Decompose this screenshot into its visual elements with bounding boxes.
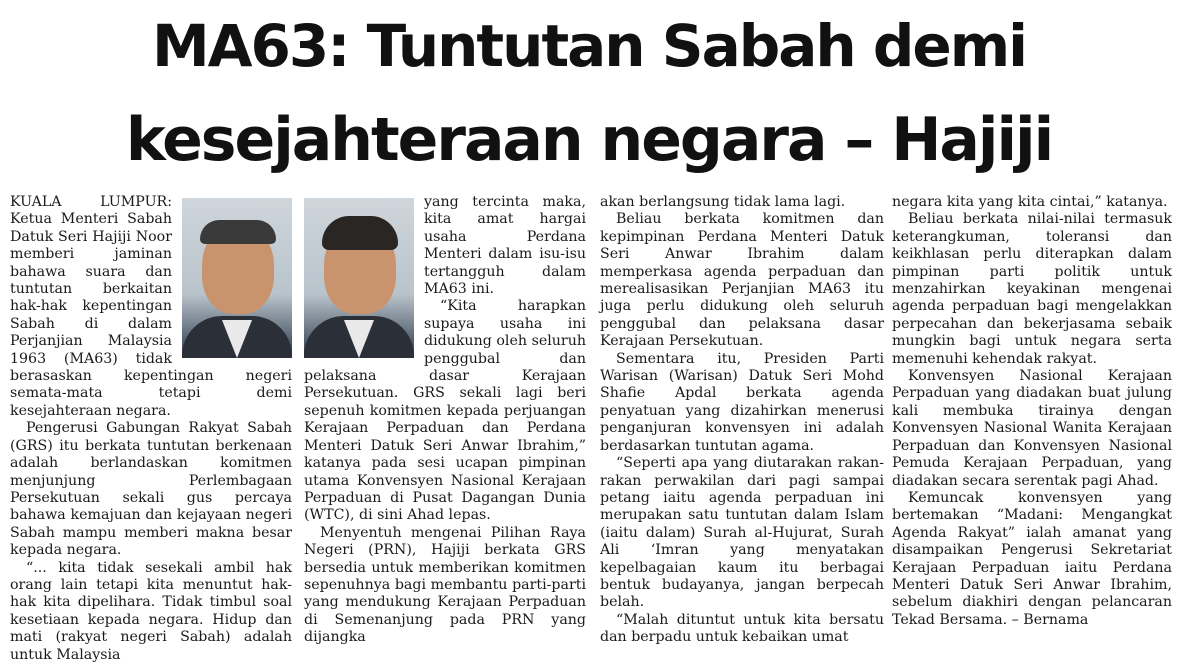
paragraph: akan berlangsung tidak lama lagi.	[600, 194, 846, 210]
photo-hair	[200, 220, 276, 244]
article-column-1	[10, 194, 292, 663]
paragraph: “Malah dituntut untuk kita bersatu dan berpadu untuk kebaikan umat	[600, 611, 884, 646]
photo-hair	[322, 216, 398, 250]
headline-line-1: MA63: Tuntutan Sabah demi	[151, 12, 1027, 80]
paragraph: KUALA LUMPUR: Ketua Menteri Sabah Datuk Seri Hajiji Noor memberi jaminan bahawa suara dan tuntutan berkaitan hak-hak kepentingan Sabah di dalam Perjanjian Malaysia 1963 (MA63) tidak berasaskan kepentingan negeri semata-mata tetapi demi kesejahteraan negara.	[10, 194, 292, 419]
paragraph: “... kita tidak sesekali ambil hak orang lain tetapi kita menuntut hak-hak kita dipelihara. Tidak timbul soal kesetiaan kepada negara. Hidup dan mati (rakyat negeri Sabah) adalah untuk Malaysia	[10, 559, 292, 663]
paragraph: Beliau berkata komitmen dan kepimpinan Perdana Menteri Datuk Seri Anwar Ibrahim dalam memperkasa agenda perpaduan dan merealisasikan Perjanjian MA63 itu juga perlu didukung oleh seluruh penggubal dan pelaksana dasar Kerajaan Persekutuan.	[600, 211, 884, 350]
article-column-2	[304, 194, 586, 646]
paragraph: Pengerusi Gabungan Rakyat Sabah (GRS) itu berkata tuntutan berkenaan adalah berlandaskan komitmen menjunjung Perlembagaan Persekutuan sekali gus percaya bahawa kemajuan dan kejayaan negeri Sabah mampu memberi makna besar kepada negara.	[10, 420, 292, 559]
paragraph: negara kita yang kita cintai,” katanya.	[892, 194, 1168, 210]
photo-hajiji	[182, 198, 292, 358]
article-column-3	[600, 194, 884, 646]
paragraph: Menyentuh mengenai Pilihan Raya Negeri (PRN), Hajiji berkata GRS bersedia untuk memberikan komitmen sepenuhnya bagi membantu parti-parti yang mendukung Kerajaan Perpaduan di Semenanjung pada PRN yang dijangka	[304, 524, 586, 646]
headline-line-2: kesejahteraan negara – Hajiji	[125, 105, 1053, 175]
paragraph: Konvensyen Nasional Kerajaan Perpaduan yang diadakan buat julung kali membuka tirainya dengan Konvensyen Nasional Wanita Kerajaan Perpaduan dan Konvensyen Nasional Pemuda Kerajaan Perpaduan, yang diadakan secara serentak pagi Ahad.	[892, 368, 1172, 489]
paragraph: Sementara itu, Presiden Parti Warisan (Warisan) Datuk Seri Mohd Shafie Apdal berkata agenda penyatuan yang dizahirkan menerusi penganjuran konvensyen ini adalah berdasarkan tuntutan agama.	[600, 350, 884, 454]
paragraph: Kemuncak konvensyen yang bertemakan “Madani: Mengangkat Agenda Rakyat” ialah amanat yang disampaikan Pengerusi Sekretariat Kerajaan Perpaduan iaitu Perdana Menteri Datuk Seri Anwar Ibrahim, sebelum diakhiri dengan pelancaran Tekad Bersama. – Bernama	[892, 489, 1172, 628]
paragraph: yang tercinta maka, kita amat hargai usaha Perdana Menteri dalam isu-isu tertangguh dalam MA63 ini.	[424, 194, 586, 298]
article-column-4	[892, 194, 1172, 628]
paragraph: “Kita harapkan supaya usaha ini didukung oleh seluruh penggubal dan pelaksana dasar Kerajaan Persekutuan. GRS sekali lagi beri sepenuh komitmen kepada perjuangan Kerajaan Perpaduan dan Perdana Menteri Datuk Seri Anwar Ibrahim,” katanya pada sesi ucapan pimpinan utama Konvensyen Nasional Kerajaan Perpaduan di Pusat Dagangan Dunia (WTC), di sini Ahad lepas.	[304, 298, 586, 524]
paragraph: Beliau berkata nilai-nilai termasuk keterangkuman, toleransi dan keikhlasan perlu diterapkan dalam pimpinan parti politik untuk menzahirkan keyakinan mengenai agenda perpaduan bagi mengelakkan perpecahan dan bekerjasama sebaik mungkin bagi untuk negara serta memenuhi kehendak rakyat.	[892, 211, 1172, 367]
paragraph: “Seperti apa yang diutarakan rakan-rakan perwakilan dari pagi sampai petang iaitu agenda perpaduan ini merupakan satu tuntutan dalam Islam (iaitu dalam) Surah al-Hujurat, Surah Ali ‘Imran yang menyatakan kepelbagaian kaum itu berbagai bentuk budayanya, jangan berpecah belah.	[600, 455, 884, 611]
photo-shafie	[304, 198, 414, 358]
